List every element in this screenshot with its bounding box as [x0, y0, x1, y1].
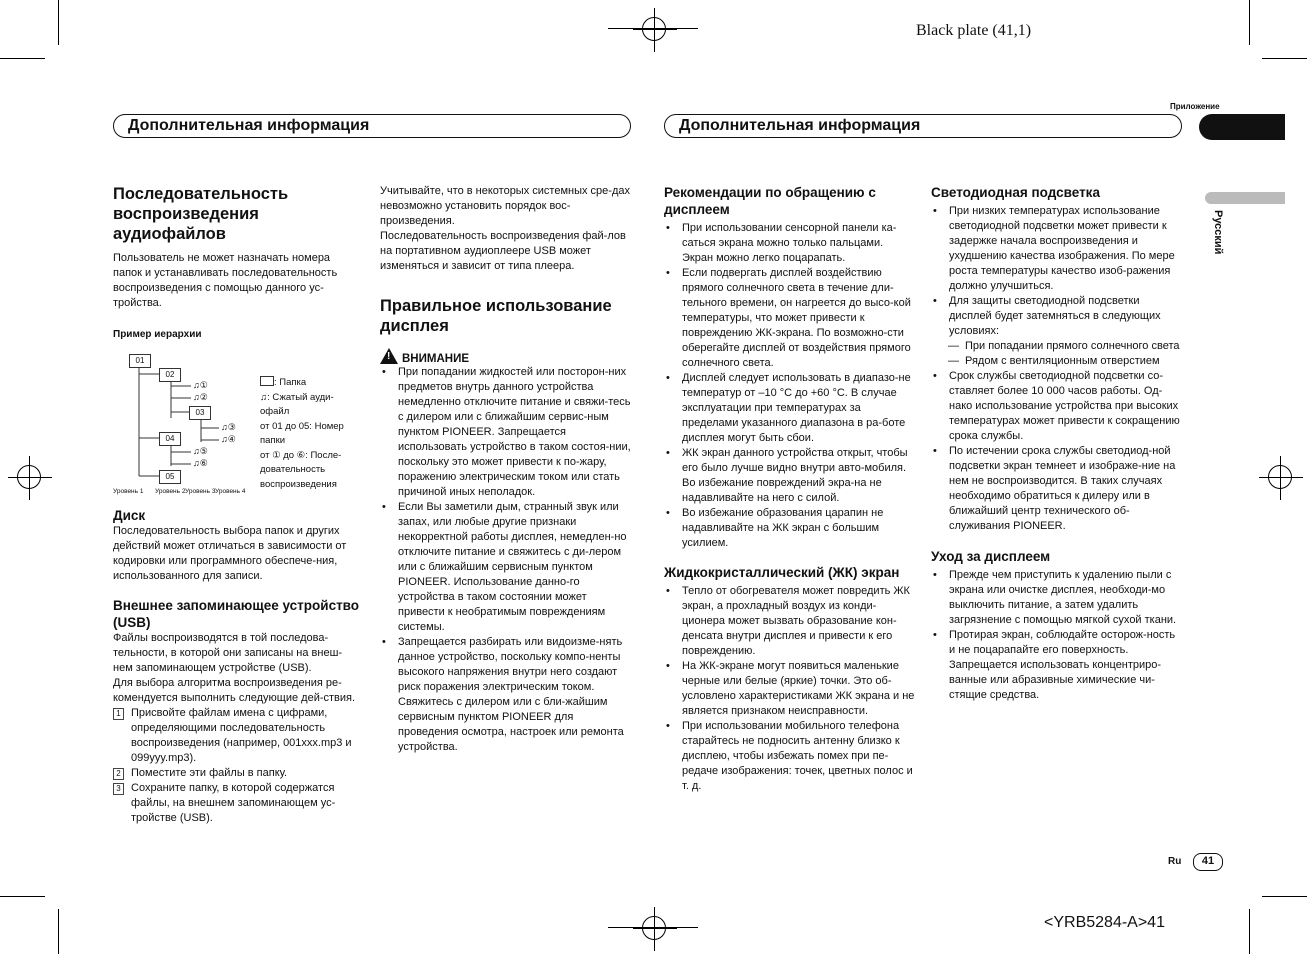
track-order-mark: ① — [199, 380, 208, 390]
language-tab-bar — [1205, 192, 1285, 204]
page-number: 41 — [1193, 853, 1223, 871]
crop-mark — [1262, 896, 1307, 897]
list-item: — При попадании прямого солнечного света — [931, 339, 1181, 354]
music-note-icon: ♫ — [193, 392, 200, 402]
disc-title: Диск — [113, 508, 146, 523]
playback-intro: Пользователь не может назначать номера папок и устанавливать последовательность воспроизведения с помощью данного ус-тройства. — [113, 252, 338, 309]
registration-mark — [642, 17, 666, 41]
music-note-icon: ♫ — [221, 434, 228, 444]
hierarchy-diagram — [113, 346, 361, 496]
list-item: • Для защиты светодиодной подсветки дисплей будет затемняться в следующих условиях: — [931, 294, 1181, 339]
list-item: • При использовании сенсорной панели ка-саться экрана можно только пальцами. Экран можно легко поцарапать. — [664, 221, 916, 266]
registration-mark — [642, 916, 666, 940]
list-item — [113, 781, 361, 826]
display-handling-list — [664, 221, 916, 551]
warning-heading — [380, 348, 632, 365]
display-handling-title: Рекомендации по обращению с дисплеем — [664, 185, 876, 217]
list-item — [113, 766, 361, 781]
list-item: • На ЖК-экране могут появиться маленькие черные или белые (яркие) точки. Это об-условлено характеристиками ЖК экрана и не является признаком неисправности. — [664, 659, 916, 719]
track-order-mark: ② — [199, 392, 208, 402]
music-note-icon: ♫ — [260, 391, 268, 403]
crop-mark — [0, 58, 45, 59]
crop-mark — [58, 0, 59, 45]
playback-order-title: Последовательность воспроизведения аудиофайлов — [113, 185, 289, 243]
folder-01: 01 — [129, 354, 151, 368]
step-text: Поместите эти файлы в папку. — [131, 767, 288, 779]
level-label: Уровень 4 — [215, 488, 246, 495]
music-note-icon: ♫ — [193, 380, 200, 390]
list-item: • Если Вы заметили дым, странный звук или запах, или любые другие признаки некорректной работы дисплея, немедлен-но отключите питание и свяжитесь с ди-лером или с ближайшим сервисным пунктом PIONEER. Использование данно-го устройства в таком состоянии может привести к необратимым повреждениям системы. — [380, 500, 632, 635]
list-item: • Во избежание образования царапин не надавливайте на ЖК экран с большим усилием. — [664, 506, 916, 551]
diagram-legend — [260, 376, 360, 492]
list-item: • ЖК экран данного устройства открыт, чтобы его было лучше видно внутри авто-мобиля. Во избежание повреждений экра-на не надавливайте на него с силой. — [664, 446, 916, 506]
list-item: • По истечении срока службы светодиод-ной подсветки экран темнеет и изображе-ние на нем не воспроизводится. В таких случаях необходимо обратиться к дилеру или в ближайший центр технического об-служивания PIONEER. — [931, 444, 1181, 534]
folder-05: 05 — [159, 470, 181, 484]
list-item: • Если подвергать дисплей воздействию прямого солнечного света в течение дли-тельного времени, он нагреется до высо-кой температуры, что может привести к повреждению ЖК-экрана. По возможно-сти оберегайте дисплей от воздействия прямого солнечного света. — [664, 266, 916, 371]
environment-note: Учитывайте, что в некоторых системных сре-дах невозможно установить порядок вос-произведения. — [380, 185, 630, 227]
step-text: Присвойте файлам имена с цифрами, определяющими последовательность воспроизведения (например, 001xxx.mp3 и 099yyy.mp3). — [131, 707, 352, 764]
step-text: Сохраните папку, в которой содержатся файлы, на внешнем запоминающем ус-тройстве (USB). — [131, 782, 336, 824]
list-item: • Срок службы светодиодной подсветки со-ставляет более 10 000 часов работы. Од-нако использование устройства при высоких температурах может привести к сокращению срока службы. — [931, 369, 1181, 444]
music-note-icon: ♫ — [193, 458, 200, 468]
document-code: <YRB5284-A>41 — [1044, 914, 1165, 931]
usb-steps — [113, 706, 361, 826]
column-4 — [931, 184, 1181, 703]
track-6 — [193, 458, 208, 469]
crop-mark — [1249, 0, 1250, 45]
track-5 — [193, 446, 208, 457]
track-order-mark: ④ — [227, 434, 236, 444]
language-tab-label: Русский — [1212, 210, 1224, 255]
column-2 — [380, 184, 632, 755]
led-list — [931, 204, 1181, 339]
hierarchy-label: Пример иерархии — [113, 329, 202, 340]
list-item: — Рядом с вентиляционным отверстием — [931, 354, 1181, 369]
display-care-list — [931, 568, 1181, 703]
chapter-tab — [1199, 114, 1285, 140]
lcd-list — [664, 584, 916, 794]
column-3 — [664, 184, 916, 794]
usb-title: Внешнее запоминающее устройство (USB) — [113, 598, 360, 630]
footer-language: Ru — [1168, 856, 1182, 867]
player-note: Последовательность воспроизведения фай-лов на портативном аудиоплеере USB может изменяться и зависит от типа плеера. — [380, 230, 626, 272]
column-1 — [113, 184, 361, 826]
list-item: • Прежде чем приступить к удалению пыли с экрана или очистке дисплея, необходи-мо выключить питание, а затем удалить загрязнение с помощью мягкой сухой ткани. — [931, 568, 1181, 628]
usb-text-2: Для выбора алгоритма воспроизведения ре-комендуется выполнить следующие дей-ствия. — [113, 677, 356, 704]
crop-mark — [1262, 58, 1307, 59]
folder-icon — [260, 376, 274, 386]
list-item: • При попадании жидкостей или посторон-них предметов внутрь данного устройства немедленно отключите питание и свяжи-тесь с дилером или с ближайшим сервис-ным пунктом PIONEER. Запрещается использовать устройство в таком состоя-нии, поскольку это может привести к по-жару, поражению электрическим током или стать причиной иных неполадок. — [380, 365, 632, 500]
track-4 — [221, 434, 236, 445]
legend-file-text: : Сжатый ауди-офайл — [260, 391, 334, 417]
step-number: 1 — [113, 708, 124, 720]
level-label: Уровень 1 — [113, 488, 144, 495]
level-label: Уровень 2 — [155, 488, 186, 495]
legend-folder-numbers: от 01 до 05: Номер папки — [260, 420, 344, 446]
list-item: • Запрещается разбирать или видоизме-нять данное устройство, поскольку компо-ненты высокого напряжения внутри него создают риск поражения электрическим током. Свяжитесь с дилером или с бли-жайшим сервисным пунктом PIONEER для проведения осмотра, настроек или ремонта устройства. — [380, 635, 632, 755]
crop-mark — [0, 896, 45, 897]
list-item: • При низких температурах использование светодиодной подсветки может привести к задержке начала воспроизведения и ухудшению качества изображения. По мере роста температуры качество изоб-ражения должно улучшиться. — [931, 204, 1181, 294]
usb-text-1: Файлы воспроизводятся в той последова-тельности, в которой они записаны на внеш-нем запоминающем устройстве (USB). — [113, 632, 343, 674]
music-note-icon: ♫ — [221, 422, 228, 432]
list-item: • Тепло от обогревателя может повредить ЖК экран, а прохладный воздух из конди-ционера может вызвать образование кон-денсата внутри дисплея и привести к его повреждению. — [664, 584, 916, 659]
legend-folder — [260, 376, 360, 391]
step-number: 2 — [113, 768, 124, 780]
legend-folder-text: : Папка — [274, 377, 307, 388]
track-order-mark: ⑤ — [199, 446, 208, 456]
step-number: 3 — [113, 783, 124, 795]
led-conditions — [931, 339, 1181, 369]
level-label: Уровень 3 — [185, 488, 216, 495]
left-header-banner: Дополнительная информация — [113, 114, 631, 138]
display-usage-title: Правильное использование дисплея — [380, 297, 612, 335]
led-list-continued — [931, 369, 1181, 534]
warning-label: ВНИМАНИЕ — [402, 353, 470, 365]
section-label: Приложение — [1170, 102, 1220, 111]
warning-icon: ! — [380, 348, 398, 364]
music-note-icon: ♫ — [193, 446, 200, 456]
legend-playback-order: от ① до ⑥: После-довательность воспроизведения — [260, 449, 342, 490]
display-care-title: Уход за дисплеем — [931, 549, 1051, 564]
track-3 — [221, 422, 236, 433]
disc-text: Последовательность выбора папок и других действий может отличаться в зависимости от кодировки или программного обеспече-ния, использованного для записи. — [113, 525, 347, 582]
list-item: • Протирая экран, соблюдайте осторож-ность и не поцарапайте его поверхность. Запрещается использовать концентриро-ванные или абразивные химические чи-стящие средства. — [931, 628, 1181, 703]
folder-04: 04 — [159, 432, 181, 446]
track-2 — [193, 392, 208, 403]
folder-02: 02 — [159, 368, 181, 382]
hierarchy-lines — [113, 346, 253, 496]
track-order-mark: ⑥ — [199, 458, 208, 468]
right-header-banner: Дополнительная информация — [664, 114, 1182, 138]
crop-mark — [58, 909, 59, 954]
legend-file — [260, 391, 360, 420]
led-backlight-title: Светодиодная подсветка — [931, 185, 1100, 200]
folder-03: 03 — [189, 406, 211, 420]
registration-mark — [1268, 465, 1292, 489]
list-item — [113, 706, 361, 766]
list-item: • Дисплей следует использовать в диапазо-не температур от –10 °C до +60 °C. В случае эксплуатации при температурах за пределами указанного диапазона в ра-боте дисплея могут быть сбои. — [664, 371, 916, 446]
registration-mark — [17, 465, 41, 489]
track-order-mark: ③ — [227, 422, 236, 432]
warning-list — [380, 365, 632, 755]
lcd-title: Жидкокристаллический (ЖК) экран — [664, 565, 900, 580]
plate-label: Black plate (41,1) — [916, 22, 1032, 39]
crop-mark — [1249, 909, 1250, 954]
track-1 — [193, 380, 208, 391]
list-item: • При использовании мобильного телефона старайтесь не подносить антенну близко к дисплею, чтобы избежать помех при пе-редаче изображения: точек, цветных полос и т. д. — [664, 719, 916, 794]
